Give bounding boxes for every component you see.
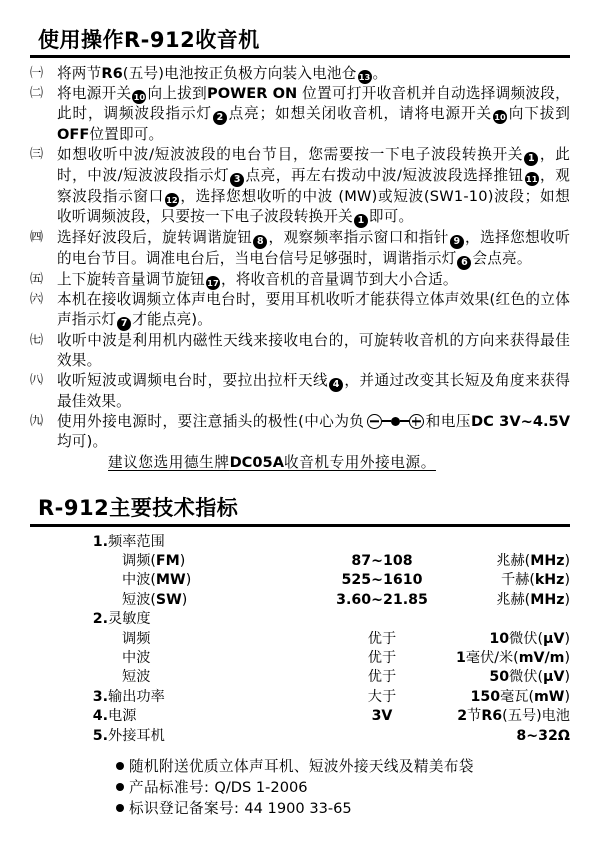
spec-value: 3.60~21.85 — [336, 591, 428, 608]
instruction-text: 使用外接电源时，要注意插头的极性(中心为负 和电压DC 3V~4.5V均可)。 — [57, 412, 570, 450]
spec-value: 优于 — [367, 630, 397, 647]
instruction-item — [30, 84, 570, 145]
note-prefix: 建议您选用德生牌 — [108, 454, 230, 472]
instruction-text: 将电源开关 10 向上拔到POWER ON 位置可打开收音机并自动选择调频波段，此时，调频波段指示灯 2 点亮；如想关闭收音机，请将电源开关 10 向下拔到OFF位置即可。 — [57, 85, 570, 144]
spec-bullet-item — [30, 798, 570, 819]
spec-bullet-text: 产品标准号: Q/DS 1-2006 — [129, 779, 308, 797]
instruction-item — [30, 145, 570, 228]
spec-value — [312, 533, 452, 552]
bullet-dot-icon — [116, 762, 124, 770]
spec-heading-rule — [30, 524, 570, 527]
spec-value: 优于 — [367, 669, 397, 686]
spec-unit: 2节R6(五号)电池 — [457, 708, 570, 725]
spec-label: 调频(FM) — [122, 553, 186, 570]
spec-row — [30, 727, 570, 746]
plus-terminal-icon — [409, 414, 424, 429]
instruction-marker: ㈢ — [30, 147, 43, 163]
spec-index: 2. — [92, 611, 108, 628]
spec-bullet-text: 随机附送优质立体声耳机、短波外接天线及精美布袋 — [129, 758, 474, 776]
spec-row — [30, 707, 570, 726]
spec-index: 4. — [92, 708, 108, 725]
external-power-note — [30, 452, 570, 474]
spec-value: 87~108 — [351, 553, 413, 570]
spec-row — [30, 688, 570, 707]
spec-row — [30, 668, 570, 687]
spec-index — [30, 571, 108, 590]
callout-badge-1: 1 — [524, 152, 538, 166]
spec-row — [30, 591, 570, 610]
instruction-text: 选择好波段后，旋转调谐旋钮 8 ，观察频率指示窗口和指针 9 ，选择您想收听的电台节目。调准电台后，当电台信号足够强时，调谐指示灯 6 会点亮。 — [57, 229, 570, 269]
instruction-item — [30, 64, 570, 84]
spec-unit: 150毫瓦(mW) — [470, 688, 570, 705]
spec-table — [30, 533, 570, 746]
spec-label: 灵敏度 — [108, 611, 151, 628]
spec-index: 3. — [92, 688, 108, 705]
spec-unit — [452, 610, 570, 629]
spec-label: 输出功率 — [108, 688, 165, 705]
note-suffix: 收音机专用外接电源。 — [284, 454, 436, 472]
instruction-text: 将两节R6(五号)电池按正负极方向装入电池仓 13 。 — [57, 65, 388, 83]
spec-value — [312, 610, 452, 629]
spec-label: 短波 — [122, 669, 151, 686]
spec-unit: 10微伏(μV) — [489, 630, 570, 647]
instruction-item — [30, 371, 570, 412]
callout-badge-13: 13 — [358, 72, 371, 83]
spec-unit: 兆赫(MHz) — [496, 591, 570, 608]
instruction-item — [30, 412, 570, 452]
spec-row — [30, 610, 570, 629]
spec-label: 短波(SW) — [122, 591, 188, 608]
callout-badge-17: 17 — [207, 278, 219, 289]
bullet-dot-icon — [116, 783, 124, 791]
callout-badge-10: 10 — [494, 112, 506, 123]
spec-unit: 50微伏(μV) — [489, 669, 570, 686]
spec-row — [30, 533, 570, 552]
spec-index — [30, 591, 108, 610]
spec-index — [30, 630, 108, 649]
spec-label: 调频 — [122, 630, 151, 647]
instruction-item — [30, 290, 570, 331]
instruction-text: 如想收听中波/短波波段的电台节目，您需要按一下电子波段转换开关 1 ，此时，中波/短波波段指示灯 3 点亮，再左右拨动中波/短波波段选择推钮 11 ，观察波段指示窗口 12 ，选择您想收听的中波 (MW)或短波(SW1-10)波段；如想收听调频波段，只要按一下电子波段转换开关 1 即可。 — [57, 146, 571, 227]
spec-unit — [452, 533, 570, 552]
spec-row — [30, 571, 570, 590]
operation-section-heading: 使用操作R-912收音机 — [38, 28, 260, 52]
instruction-item — [30, 228, 570, 270]
instruction-text: 上下旋转音量调节旋钮 17 ，将收音机的音量调节到大小合适。 — [57, 271, 458, 289]
bullet-dot-icon — [116, 804, 124, 812]
spec-unit: 1毫伏/米(mV/m) — [455, 650, 570, 667]
instruction-item — [30, 331, 570, 371]
callout-badge-3: 3 — [230, 173, 244, 187]
callout-badge-7: 7 — [117, 317, 131, 331]
instruction-marker: ㈡ — [30, 86, 43, 102]
callout-badge-6: 6 — [457, 256, 471, 270]
callout-badge-4: 4 — [329, 378, 343, 392]
spec-index — [30, 649, 108, 668]
spec-value: 525~1610 — [341, 572, 423, 589]
instruction-marker: ㈧ — [30, 372, 43, 388]
spec-label: 频率范围 — [108, 533, 165, 550]
spec-bullet-text: 标识登记备案号: 44 1900 33-65 — [129, 800, 352, 818]
callout-badge-1: 1 — [354, 214, 368, 228]
spec-value: 大于 — [367, 688, 397, 705]
spec-value — [312, 727, 452, 746]
spec-unit: 千赫(kHz) — [500, 572, 570, 589]
spec-label: 中波(MW) — [122, 572, 192, 589]
callout-badge-12: 12 — [166, 195, 178, 206]
spec-index — [30, 552, 108, 571]
instruction-list — [30, 64, 570, 451]
spec-index: 1. — [92, 533, 108, 550]
instruction-marker: ㈥ — [30, 292, 43, 308]
spec-bullet-item — [30, 756, 570, 777]
spec-value: 优于 — [367, 650, 397, 667]
instruction-marker: ㈦ — [30, 332, 43, 348]
spec-row — [30, 649, 570, 668]
spec-value: 3V — [371, 708, 393, 725]
callout-badge-11: 11 — [525, 174, 538, 185]
operation-heading-rule — [30, 55, 570, 58]
spec-label: 电源 — [108, 708, 137, 725]
instruction-text: 收听短波或调频电台时，要拉出拉杆天线 4 ，并通过改变其长短及角度来获得最佳效果。 — [57, 371, 570, 410]
polarity-symbol — [367, 414, 424, 429]
instruction-marker: ㈣ — [30, 230, 43, 246]
instruction-marker: ㈠ — [30, 66, 43, 82]
center-pin-icon — [391, 417, 400, 426]
instruction-marker: ㈤ — [30, 272, 43, 288]
callout-badge-2: 2 — [213, 111, 227, 125]
spec-index — [30, 668, 108, 687]
spec-section-heading: R-912主要技术指标 — [38, 496, 239, 521]
callout-badge-10: 10 — [133, 92, 146, 103]
instruction-item — [30, 270, 570, 290]
callout-badge-8: 8 — [253, 235, 267, 249]
note-model: DC05A — [229, 454, 284, 472]
spec-unit: 8~32Ω — [516, 727, 570, 744]
instruction-text: 本机在接收调频立体声电台时，要用耳机收听才能获得立体声效果(红色的立体声指示灯 7 才能点亮)。 — [57, 291, 570, 329]
spec-row — [30, 552, 570, 571]
spec-label: 中波 — [122, 650, 151, 667]
spec-label: 外接耳机 — [108, 727, 165, 744]
spec-bullet-item — [30, 777, 570, 798]
spec-bullet-list — [30, 756, 570, 819]
spec-index: 5. — [92, 727, 108, 744]
instruction-marker: ㈨ — [30, 413, 43, 429]
spec-section — [0, 474, 600, 819]
callout-badge-9: 9 — [450, 235, 464, 249]
minus-terminal-icon — [367, 414, 382, 429]
spec-row — [30, 630, 570, 649]
spec-unit: 兆赫(MHz) — [496, 553, 570, 570]
instruction-text: 收听中波是利用机内磁性天线来接收电台的，可旋转收音机的方向来获得最佳效果。 — [57, 331, 570, 369]
